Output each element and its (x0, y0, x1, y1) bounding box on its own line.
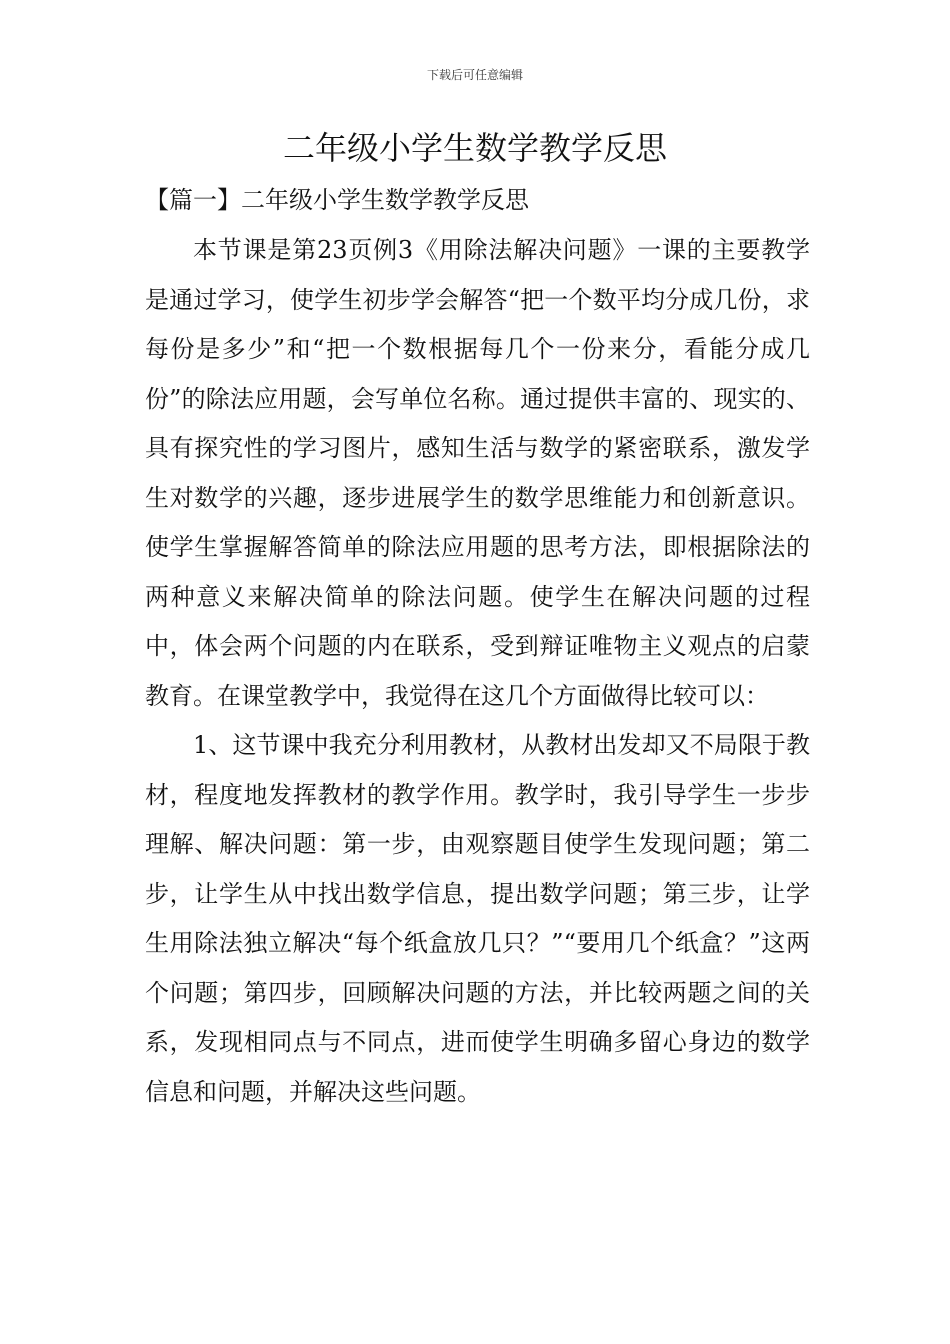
paragraph-point-1: 1、这节课中我充分利用教材，从教材出发却又不局限于教材，程度地发挥教材的教学作用。教学时，我引导学生一步步理解、解决问题：第一步，由观察题目使学生发现问题；第二步，让学生从中找出数学信息，提出数学问题；第三步，让学生用除法独立解决“每个纸盒放几只？”“要用几个纸盒？”这两个问题；第四步，回顾解决问题的方法，并比较两题之间的关系，发现相同点与不同点，进而使学生明确多留心身边的数学信息和问题，并解决这些问题。 (145, 731, 810, 1106)
document-body (145, 226, 810, 1117)
section-heading: 【篇一】二年级小学生数学教学反思 (145, 186, 529, 214)
document-title: 二年级小学生数学教学反思 (282, 129, 667, 167)
header-note: 下载后可任意编辑 (426, 68, 523, 82)
paragraph-intro: 本节课是第23页例3《用除法解决问题》一课的主要教学是通过学习，使学生初步学会解答“把一个数平均分成几份，求每份是多少”和“把一个数根据每几个一份来分，看能分成几份”的除法应用题，会写单位名称。通过提供丰富的、现实的、具有探究性的学习图片，感知生活与数学的紧密联系，激发学生对数学的兴趣，逐步进展学生的数学思维能力和创新意识。使学生掌握解答简单的除法应用题的思考方法，即根据除法的两种意义来解决简单的除法问题。使学生在解决问题的过程中，体会两个问题的内在联系，受到辩证唯物主义观点的启蒙教育。在课堂教学中，我觉得在这几个方面做得比较可以： (145, 236, 810, 710)
